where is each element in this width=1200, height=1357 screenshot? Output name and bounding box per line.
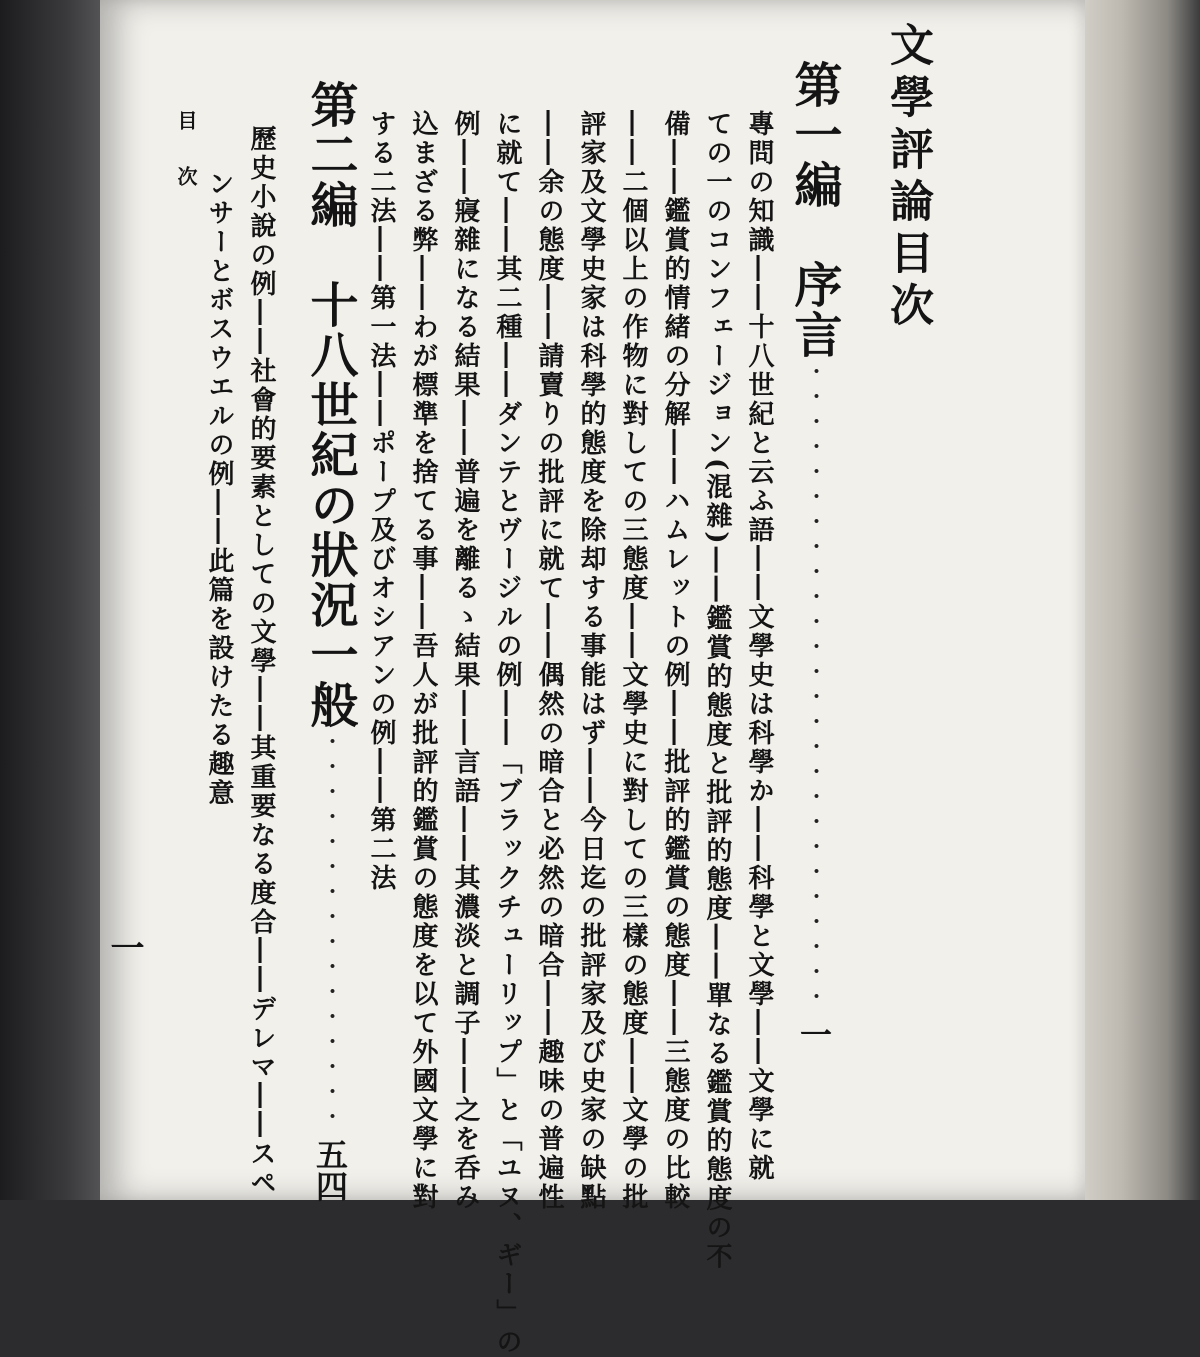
- part1-heading: 第一編 序言: [786, 60, 842, 360]
- part1-page-number: 一: [795, 1018, 833, 1050]
- part1-line: 込まざる弊――わが標準を捨てる事――吾人が批評的鑑賞の態度を以て外國文學に對: [408, 110, 438, 1212]
- folio-number: 一: [104, 930, 144, 964]
- part1-line: 備――鑑賞的情緒の分解――ハムレットの例――批評的鑑賞の態度――三態度の比較: [660, 110, 690, 1212]
- part1-line: する二法――第一法――ポープ及びオシアンの例――第二法: [366, 110, 396, 893]
- part1-line: 評家及文學史家は科學的態度を除却する事能はず――今日迄の批評家及び史家の缺點: [576, 110, 606, 1212]
- part1-line: ――二個以上の作物に對しての三態度――文學史に對しての三樣の態度――文學の批: [618, 110, 648, 1212]
- part2-heading: 第二編 十八世紀の狀況一般: [302, 80, 358, 730]
- page-stack-edge: [1070, 0, 1200, 1200]
- book-page: [100, 0, 1085, 1357]
- part1-line: 例――寢雜になる結果――普遍を離るゝ結果――言語――其濃淡と調子――之を呑み: [450, 110, 480, 1212]
- part1-leader-dots: ・・・・・・・・・・・・・・・・・・・・・・・・・・: [802, 360, 827, 1010]
- page-title: 文學評論目次: [882, 22, 933, 334]
- part2-page-number: 五四: [311, 1138, 349, 1202]
- part1-heading-row: [780, 60, 849, 1050]
- part2-leader-dots: ・・・・・・・・・・・・・・・・: [318, 730, 343, 1130]
- part2-line: ンサーとボスウエルの例――此篇を設けたる趣意: [204, 170, 234, 808]
- part2-heading-row: [296, 80, 365, 1202]
- running-head: 目 次: [174, 110, 198, 194]
- part2-line: 歷史小說の例――社會的要素としての文學――其重要なる度合――デレマ――スペ: [246, 125, 276, 1198]
- part1-line: ――余の態度――請賣りの批評に就て――偶然の暗合と必然の暗合――趣味の普遍性: [534, 110, 564, 1212]
- book-spine-shadow: [0, 0, 110, 1200]
- part1-line: に就て――其二種――ダンテとヴージルの例――「ブラックチューリップ」と「ユヌ、ギー」の: [492, 110, 522, 1357]
- part1-line: ての一のコンフェージョン(混雜)――鑑賞的態度と批評的態度――單なる鑑賞的態度の不: [702, 110, 732, 1272]
- part1-line: 專問の知識――十八世紀と云ふ語――文學史は科學か――科學と文學――文學に就: [744, 110, 774, 1183]
